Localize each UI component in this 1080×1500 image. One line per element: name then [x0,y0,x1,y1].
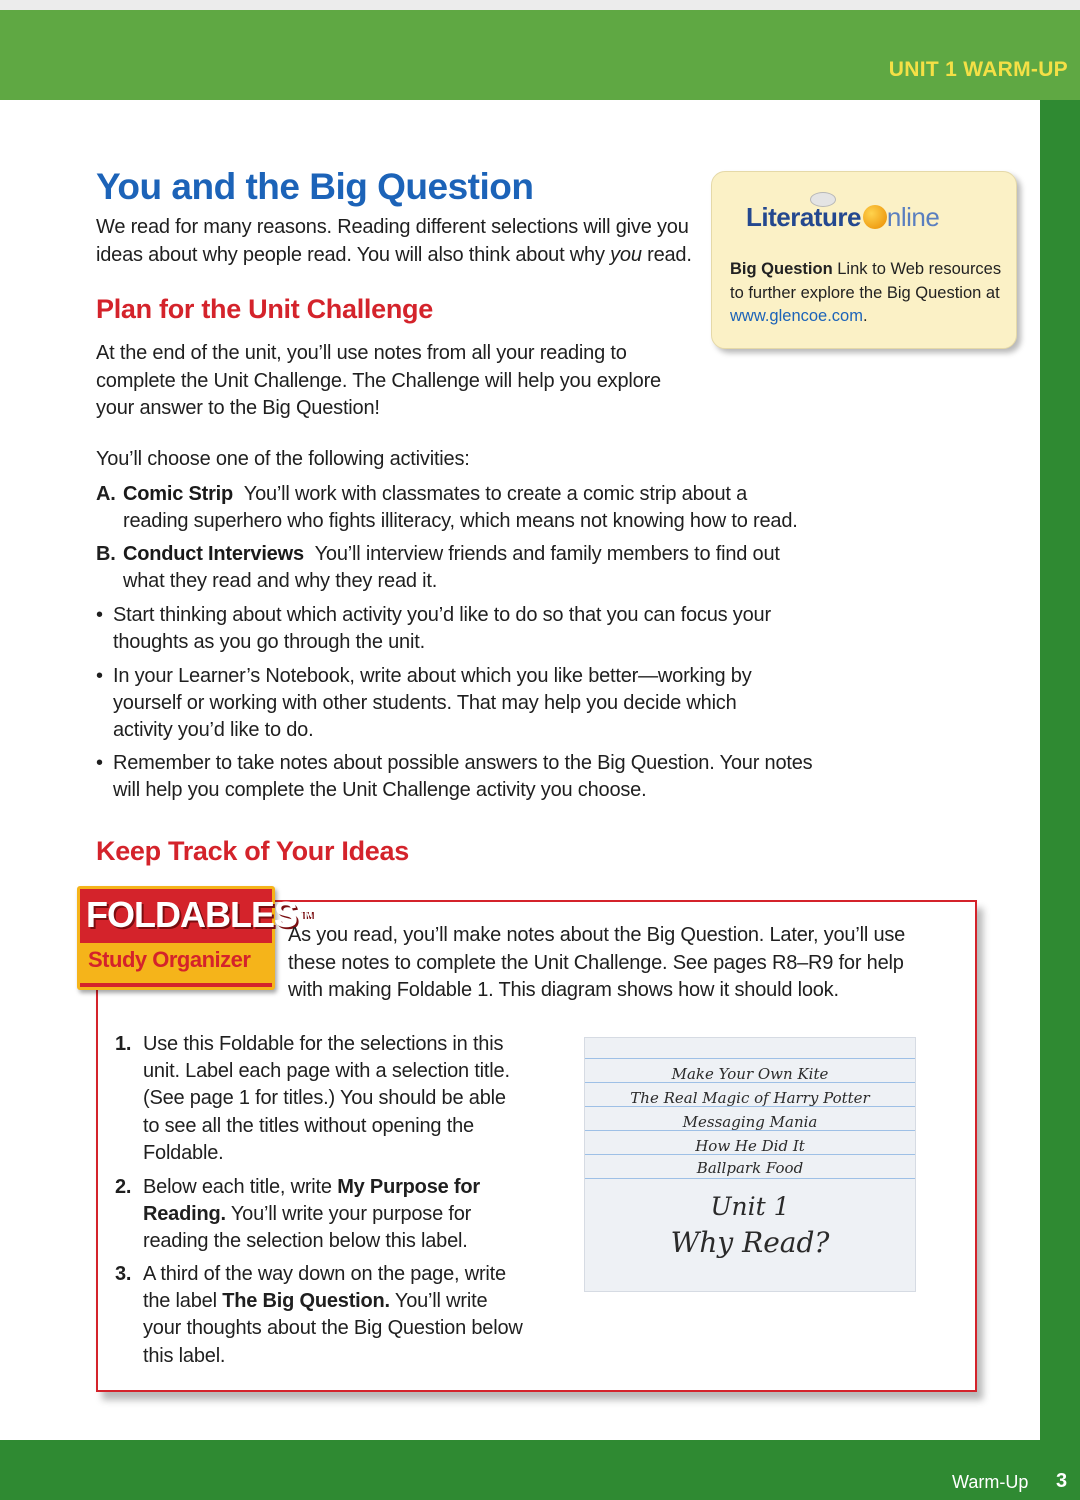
foldable-tab-title: Make Your Own Kite [671,1065,829,1083]
activity-a: A. Comic Strip You’ll work with classmates to create a comic strip about a reading superhero who fights illiteracy, which means not knowing how to read. [96,483,798,532]
literature-online-text: Big Question Link to Web resources to further explore the Big Question at www.glencoe.com. [730,260,1002,325]
foldable-tab-title: How He Did It [695,1137,805,1155]
literature-online-box [711,171,1017,349]
unit-label: UNIT 1 WARM-UP [888,58,1068,81]
foldables-logo: FOLDABLES ™ Study Organizer [77,886,275,990]
bullet-item: • Start thinking about which activity you’d like to do so that you can focus your thoughts as you go through the unit. [96,604,771,653]
choose-text: You’ll choose one of the following activities: [96,448,470,470]
foldable-tab-title: The Real Magic of Harry Potter [630,1089,870,1107]
foldable-intro: As you read, you’ll make notes about the Big Question. Later, you’ll use these notes to complete the Unit Challenge. See pages R8–R9 for help with making Foldable 1. This diagram shows how it should look. [288,924,906,1001]
bullet-item: • In your Learner’s Notebook, write about which you like better—working by yourself or working with other students. That may help you decide which activity you’d like to do. [96,665,752,741]
plan-paragraph: At the end of the unit, you’ll use notes from all your reading to complete the Unit Challenge. The Challenge will help you explore your answer to the Big Question! [96,342,661,419]
footer-bar [0,1440,1080,1500]
foldable-cover-unit: Unit 1 [710,1192,790,1221]
intro-paragraph: We read for many reasons. Reading different selections will give you ideas about why people read. You will also think about why you read. [96,216,692,266]
header-bar [0,10,1080,100]
page-number: 3 [1056,1470,1068,1492]
right-green-bar [1040,100,1080,1445]
foldable-step: 2. Below each title, write My Purpose for Reading. You’ll write your purpose for reading the selection below this label. [115,1176,480,1253]
foldable-tab-title: Ballpark Food [696,1159,804,1177]
activity-b: B. Conduct Interviews You’ll interview friends and family members to find out what they read and why they read it. [96,543,780,592]
literature-online-logo: Literature nline [746,202,940,232]
plan-heading: Plan for the Unit Challenge [96,294,433,324]
foldable-tab-title: Messaging Mania [682,1113,818,1131]
foldable-diagram [584,1037,916,1292]
bullet-item: • Remember to take notes about possible answers to the Big Question. Your notes will help you complete the Unit Challenge activity you choose. [96,752,813,801]
foldable-step: 3. A third of the way down on the page, write the label The Big Question. You’ll write your thoughts about the Big Question below this label. [115,1263,523,1367]
page-title: You and the Big Question [96,166,534,207]
foldable-cover-question: Why Read? [670,1226,830,1259]
top-strip [0,0,1080,10]
glencoe-link[interactable]: www.glencoe.com [730,307,863,325]
foldable-step: 1. Use this Foldable for the selections in this unit. Label each page with a selection title. (See page 1 for titles.) You should be able to see all the titles without opening the Foldable. [115,1033,510,1164]
keep-track-heading: Keep Track of Your Ideas [96,836,409,866]
activity-title: Comic Strip [123,483,234,505]
globe-icon [863,205,887,229]
footer-section-label: Warm-Up [952,1472,1029,1492]
activity-title: Conduct Interviews [123,543,304,565]
